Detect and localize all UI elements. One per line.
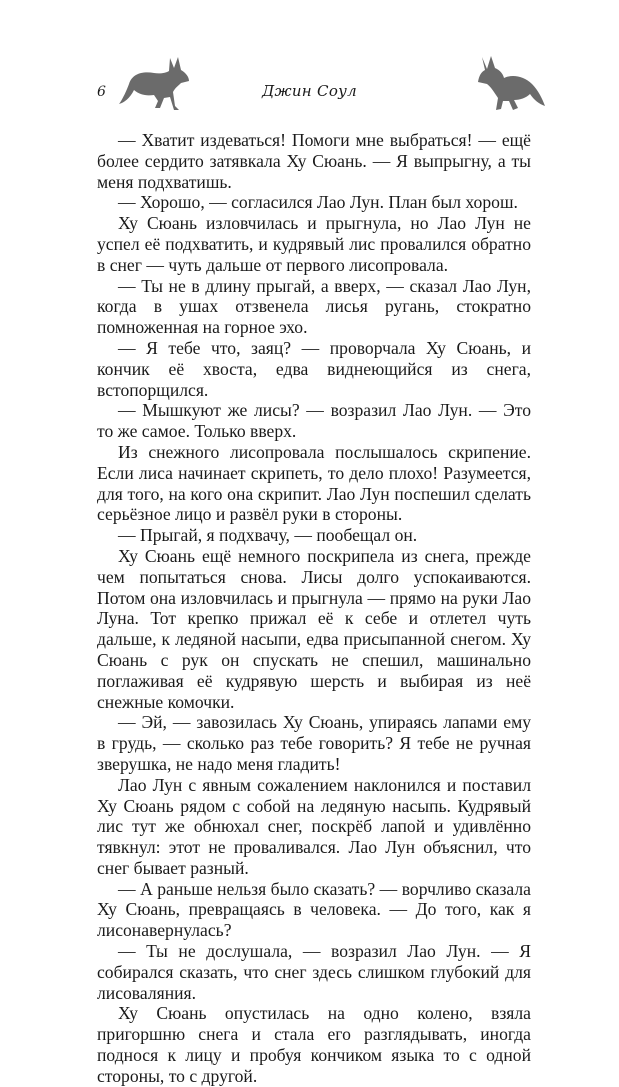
paragraph: — Мышкуют же лисы? — возразил Лао Лун. — Это то же самое. Только вверх. (97, 400, 531, 442)
paragraph: — Хватит издеваться! Помоги мне выбраться! — ещё более сердито затявкала Ху Сюань. — Я выпрыгну, а ты меня подхватишь. (97, 130, 531, 192)
paragraph: — Прыгай, я подхвачу, — пообещал он. (118, 525, 418, 546)
paragraph: Лао Лун с явным сожалением наклонился и поставил Ху Сюань рядом с собой на ледяную насыпь. Кудрявый лис тут же обнюхал снег, поскрёб лапой и удивлённо тявкнул: этот не проваливался. Лао Лун объяснил, что снег бывает разный. (97, 774, 531, 878)
paragraph: Ху Сюань опустилась на одно колено, взяла пригоршню снега и стала его разглядывать, иногда поднося к лицу и пробуя кончиком языка то с одной стороны, то с другой. (97, 1003, 531, 1086)
running-title: Джин Соул (261, 82, 357, 100)
fox-silhouette-icon (476, 54, 546, 112)
paragraph: — Эй, — завозилась Ху Сюань, упираясь лапами ему в грудь, — сколько раз тебе говорить? Я тебе не ручная зверушка, не надо меня гладить! (97, 712, 531, 774)
paragraph: — Ты не дослушала, — возразил Лао Лун. — Я собирался сказать, что снег здесь слишком глубокий для лисоваляния. (97, 941, 531, 1003)
paragraph: — Я тебе что, заяц? — проворчала Ху Сюань, и кончик её хвоста, едва виднеющийся из снега, встопорщился. (97, 337, 531, 400)
paragraph: — Хорошо, — согласился Лао Лун. План был хорош. (118, 192, 518, 213)
paragraph: Ху Сюань ещё немного поскрипела из снега, прежде чем попытаться снова. Лисы долго успокаиваются. Потом она изловчилась и прыгнула — прямо на руки Лао Луна. Тот крепко прижал её к себе и отлетел чуть дальше, к ледяной насыпи, едва присыпанной снегом. Ху Сюань с рук он спускать не спешил, машинально поглаживая её кудрявую шерсть и выбирая из неё снежные комочки. (97, 545, 531, 712)
page-number: 6 (97, 84, 106, 100)
body-text (97, 130, 531, 1087)
paragraph: — А раньше нельзя было сказать? — ворчливо сказала Ху Сюань, превращаясь в человека. — До того, как я лисонавернулась? (97, 878, 531, 941)
paragraph: — Ты не в длину прыгай, а вверх, — сказал Лао Лун, когда в ушах отзвенела лисья ругань, стократно помноженная на горное эхо. (97, 275, 531, 338)
paragraph: Ху Сюань изловчилась и прыгнула, но Лао Лун не успел её подхватить, и кудрявый лис провалился обратно в снег — чуть дальше от первого лисопровала. (97, 213, 531, 275)
paragraph: Из снежного лисопровала послышалось скрипение. Если лиса начинает скрипеть, то дело плохо! Разумеется, для того, на кого она скрипит. Лао Лун поспешил сделать серьёзное лицо и развёл руки в стороны. (97, 441, 531, 525)
